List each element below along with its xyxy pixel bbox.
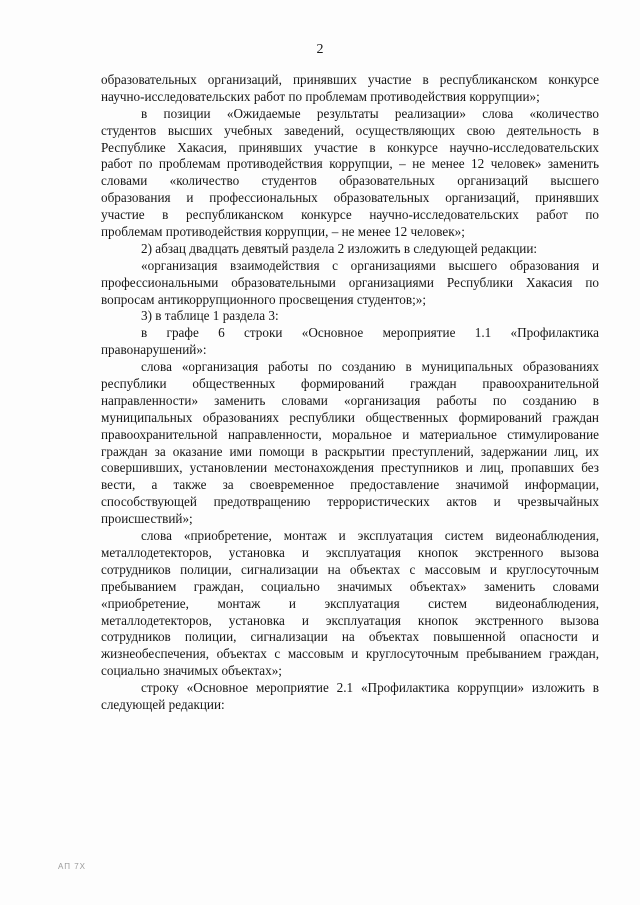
text-line: 2) абзац двадцать девятый раздела 2 изложить в следующей редакции:	[141, 240, 538, 256]
text-line: направленности» заменить словами «организация работы по созданию в	[101, 392, 599, 408]
text-line: строку «Основное мероприятие 2.1 «Профилактика коррупции» изложить в	[141, 680, 599, 696]
text-line: муниципальных образованиях республики общественных формирований граждан	[101, 409, 599, 425]
text-line: способствующей предотвращению террористических актов и чрезвычайных	[101, 494, 599, 510]
text-line: жизнеобеспечения, объектах с массовым и круглосуточным пребыванием граждан,	[101, 646, 599, 662]
text-line: слова «организация работы по созданию в муниципальных образованиях	[141, 359, 599, 375]
text-line: 3) в таблице 1 раздела 3:	[141, 308, 279, 324]
text-line: в позиции «Ожидаемые результаты реализации» слова «количество	[141, 105, 599, 121]
text-line: металлодетекторов, установка и эксплуатация кнопок экстренного вызова	[101, 544, 599, 560]
text-line: социально значимых объектах»;	[101, 663, 282, 679]
text-line: республики общественных формирований граждан правоохранительной	[101, 376, 599, 392]
text-line: происшествий»;	[101, 511, 193, 527]
text-line: пребыванием граждан, социально значимых объектах» заменить словами	[101, 578, 599, 594]
text-line: правонарушений»:	[101, 342, 207, 358]
footer-code: АП 7Х	[58, 862, 87, 871]
text-line: сотрудников полиции, сигнализации на объектах повышенной опасности и	[101, 629, 599, 645]
text-line: профессиональными образовательными организациями Республики Хакасия по	[101, 274, 599, 290]
document-body	[101, 72, 599, 714]
text-line: вопросам антикоррупционного просвещения студентов;»;	[101, 291, 426, 307]
text-line: Республике Хакасия, принявших участие в конкурсе научно-исследовательских	[101, 139, 599, 155]
text-line: совершивших, установлении местонахождения преступников и лиц, пропавших без	[101, 460, 599, 476]
text-line: словами «количество студентов образовательных организаций высшего	[101, 173, 599, 189]
text-line: в графе 6 строки «Основное мероприятие 1.1 «Профилактика	[141, 325, 599, 341]
text-line: сотрудников полиции, сигнализации на объектах с массовым и круглосуточным	[101, 561, 599, 577]
text-line: слова «приобретение, монтаж и эксплуатация систем видеонаблюдения,	[141, 528, 599, 544]
text-line: граждан за оказание ими помощи в раскрытии преступлений, задержании лиц, их	[101, 443, 599, 459]
text-line: студентов высших учебных заведений, осуществляющих свою деятельность в	[101, 122, 599, 138]
text-line: образовательных организаций, принявших участие в республиканском конкурсе	[101, 72, 599, 87]
text-line: «приобретение, монтаж и эксплуатация систем видеонаблюдения,	[101, 595, 599, 611]
text-line: образования и профессиональных образовательных организаций, принявших	[101, 190, 599, 206]
page-number: 2	[316, 42, 324, 57]
text-line: работ по проблемам противодействия коррупции, – не менее 12 человек» заменить	[101, 156, 599, 172]
text-line: металлодетекторов, установка и эксплуатация кнопок экстренного вызова	[101, 612, 599, 628]
text-line: вести, а также за своевременное предоставление значимой информации,	[101, 477, 599, 493]
text-line: «организация взаимодействия с организациями высшего образования и	[141, 257, 599, 273]
text-line: участие в республиканском конкурсе научно-исследовательских работ по	[101, 207, 599, 223]
text-line: проблемам противодействия коррупции, – не менее 12 человек»;	[101, 224, 465, 240]
text-line: правоохранительной направленности, моральное и материальное стимулирование	[101, 426, 599, 442]
text-line: научно-исследовательских работ по проблемам противодействия коррупции»;	[101, 88, 540, 104]
text-line: следующей редакции:	[101, 696, 225, 712]
